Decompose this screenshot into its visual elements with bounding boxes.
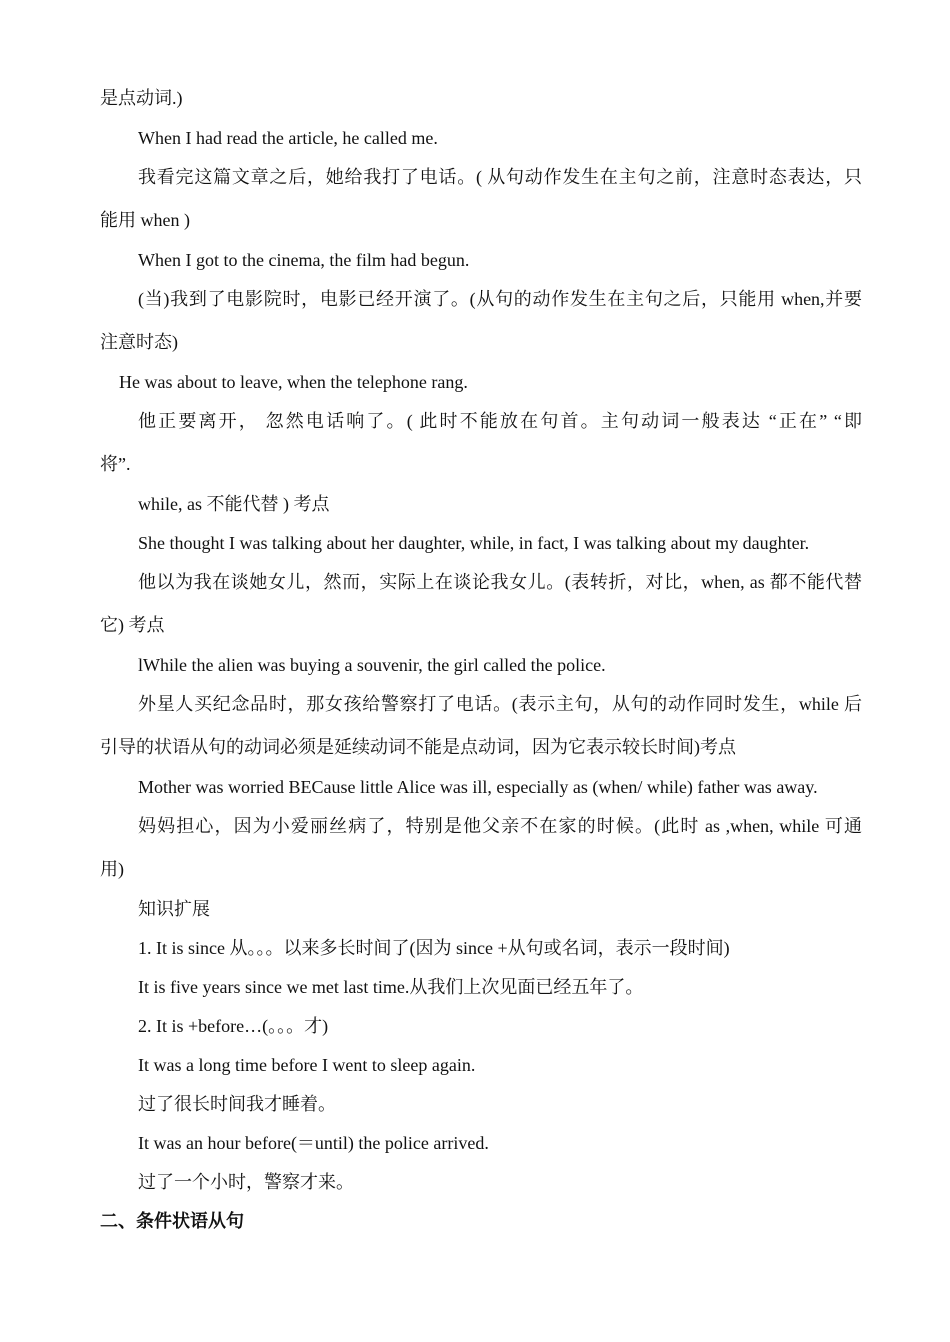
text-line: 引导的状语从句的动词必须是延续动词不能是点动词，因为它表示较长时间)考点 bbox=[100, 737, 736, 757]
text-line: Mother was worried BECause little Alice was ill, especially as (when/ while) father was away. bbox=[138, 777, 818, 797]
text-line: 用) bbox=[100, 859, 124, 879]
text-line: It was an hour before(＝until) the police arrived. bbox=[138, 1133, 489, 1153]
text-line: lWhile the alien was buying a souvenir, the girl called the police. bbox=[138, 655, 606, 675]
text-line: She thought I was talking about her daughter, while, in fact, I was talking about my daughter. bbox=[138, 533, 810, 553]
text-line: 2. It is +before…(。。。才) bbox=[138, 1016, 329, 1036]
text-line: 我看完这篇文章之后，她给我打了电话。( 从句动作发生在主句之前，注意时态表达，只 bbox=[138, 167, 862, 187]
text-line: He was about to leave, when the telephone rang. bbox=[119, 372, 468, 392]
text-line: It was a long time before I went to sleep again. bbox=[138, 1055, 476, 1075]
text-line: 他正要离开， 忽然电话响了。( 此时不能放在句首。主句动词一般表达 “正在” “即 bbox=[138, 411, 862, 431]
text-line: while, as 不能代替 ) 考点 bbox=[138, 494, 330, 514]
text-line: (当)我到了电影院时，电影已经开演了。(从句的动作发生在主句之后，只能用 when,并要 bbox=[138, 289, 862, 309]
text-line: 能用 when ) bbox=[100, 210, 190, 230]
text-line: When I had read the article, he called me. bbox=[138, 128, 438, 148]
text-line: When I got to the cinema, the film had begun. bbox=[138, 250, 470, 270]
text-line: 他以为我在谈她女儿，然而，实际上在谈论我女儿。(表转折，对比，when, as 都不能代替 bbox=[138, 572, 862, 592]
text-line: 是点动词.) bbox=[100, 88, 183, 108]
text-line: 1. It is since 从。。。以来多长时间了(因为 since +从句或名词，表示一段时间) bbox=[138, 938, 730, 958]
text-line: 过了很长时间我才睡着。 bbox=[138, 1094, 336, 1114]
section-title: 二、条件状语从句 bbox=[100, 1211, 244, 1231]
text-line: It is five years since we met last time.从我们上次见面已经五年了。 bbox=[138, 977, 644, 997]
section-heading: 知识扩展 bbox=[138, 899, 210, 919]
text-line: 注意时态) bbox=[100, 332, 178, 352]
text-line: 外星人买纪念品时，那女孩给警察打了电话。(表示主句，从句的动作同时发生，while 后 bbox=[138, 694, 862, 714]
text-line: 妈妈担心，因为小爱丽丝病了，特别是他父亲不在家的时候。(此时 as ,when, while 可通 bbox=[138, 816, 862, 836]
text-line: 过了一个小时，警察才来。 bbox=[138, 1172, 354, 1192]
text-line: 将”. bbox=[100, 454, 131, 474]
text-line: 它) 考点 bbox=[100, 615, 165, 635]
